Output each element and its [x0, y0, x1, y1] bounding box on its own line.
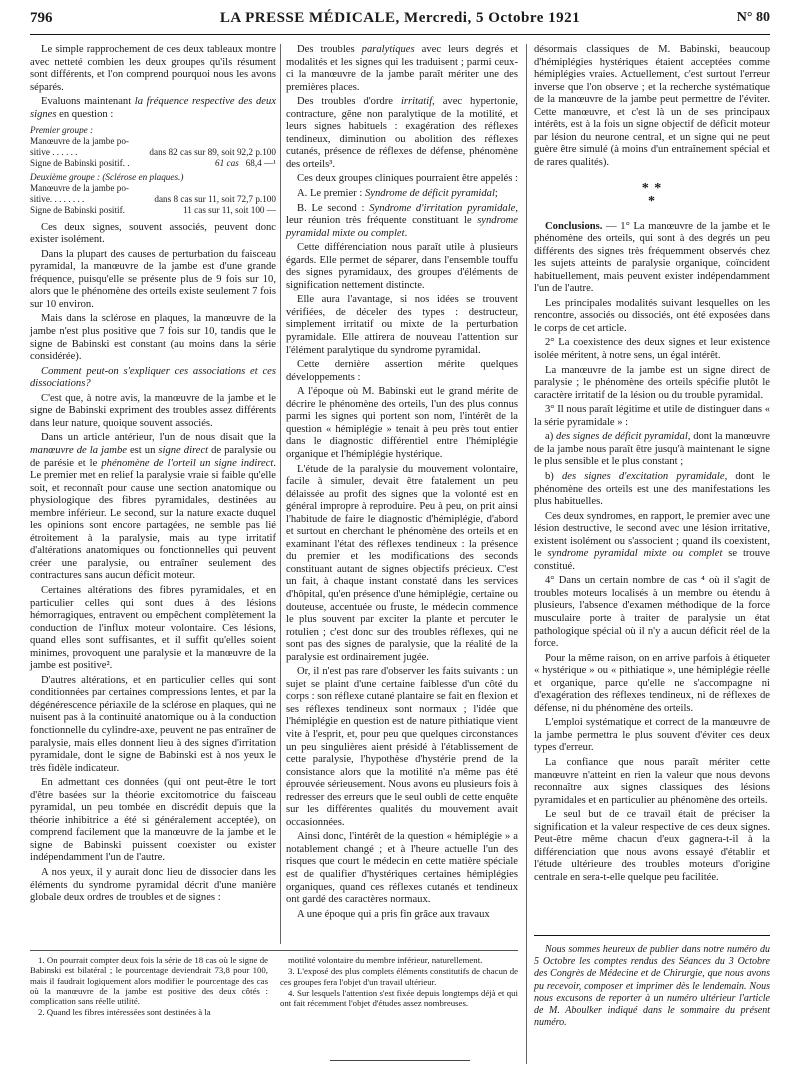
paragraph: A une époque qui a pris fin grâce aux travaux [297, 908, 490, 920]
paragraph: A. Le premier : Syndrome de déficit pyramidal; [297, 188, 498, 200]
table-row: Manœuvre de la jambe po- [30, 136, 129, 147]
frequency-table [30, 125, 276, 215]
table-row: sitive . . . . . . dans 82 cas sur 89, soit 92,2 p.100 [30, 146, 276, 157]
paragraph: B. Le second : Syndrome d'irritation pyramidale, leur réunion très fréquente constituant le syndrome pyramidal mixte ou complet. [286, 202, 518, 239]
paragraph: La manœuvre de la jambe est un signe direct de paralysie ; le phénomène des orteils spécifie plutôt le caractère irritatif de la lésion ou du trouble pyramidal. [534, 364, 770, 401]
paragraph: Ces deux syndromes, en rapport, le premier avec une lésion destructive, le second avec une lésion irritative, existent isolément ou s'associent ; quand ils coexistent, le syndrome pyramidal mixte ou complet se trouve constitué. [534, 510, 771, 572]
column-right [534, 44, 770, 886]
paragraph: a) des signes de déficit pyramidal, dont la manœuvre de la jambe nous paraît être jusqu'à maintenant le signe le plus sensible et le plus constant ; [534, 431, 770, 468]
paragraph: 2° La coexistence des deux signes et leur existence isolée méritent, à notre sens, un égal intérêt. [534, 337, 770, 362]
footnote: 3. L'exposé des plus complets éléments constitutifs de chacun de ces groupes fera l'objet d'un travail ultérieur. [280, 966, 518, 987]
paragraph: Les principales modalités suivant lesquelles on les rencontre, associés ou dissociés, ont été exposées dans le corps de cet article. [534, 297, 770, 334]
footnote: motilité volontaire du membre inférieur, naturellement. [288, 955, 483, 965]
table-group-title: Premier groupe : [30, 125, 94, 136]
footnotes [30, 950, 518, 1019]
paragraph: En admettant ces données (qui ont peut-être le tort d'être basées sur la théorie excitomotrice du faisceau pyramidal, un peu tombée en discrédit depuis que la théorie inhibitrice a été si généralement acceptée), on comprend facilement que la manœuvre de la jambe et le signe de Babinski puissent coexister ou exister indépendamment l'un de l'autre. [30, 777, 276, 864]
editorial-notice [534, 935, 770, 1031]
paragraph: Conclusions. — 1° La manœuvre de la jambe et le phénomène des orteils, qui sont à des degrés un peu différents des signes très fréquemment observés chez les sujets atteints de paralysie organique, coïncident habituellement, mais peuvent exister indépendamment l'un de l'autre. [534, 220, 770, 295]
paragraph: A nos yeux, il y aurait donc lieu de dissocier dans les éléments du syndrome pyramidal décrit d'une manière globale deux ordres de troubles et de signes : [30, 867, 276, 904]
paragraph: A l'époque où M. Babinski eut le grand mérite de décrire le phénomène des orteils, l'un des plus connus parmi les signes qui portent son nom, l'intérêt de la question « hémiplégie » tenait à peu près tout entier dans le diagnostic différentiel entre l'hémiplégie organique et l'hémiplégie hystérique. [286, 386, 518, 460]
paragraph: Le seul but de ce travail était de préciser la signification et la valeur respective de ces deux signes. Peut-être même chacun d'eux gagnera-t-il à la différenciation que nous avons essayé d'établir et l'étude ultérieure des troubles moteurs d'origine centrale en sera-t-elle quelque peu facilitée. [534, 809, 770, 883]
paragraph: Cette différenciation nous paraît utile à plusieurs égards. Elle permet de séparer, dans l'ensemble touffu des signes pyramidaux, des groupes d'éléments de signification nettement distincte. [286, 242, 518, 291]
table-row: Manœuvre de la jambe po- [30, 183, 129, 194]
paragraph: Des troubles d'ordre irritatif, avec hypertonie, contracture, gêne non paralytique de la motilité, et leurs signes habituels : exagération des réflexes tendineux, diminution ou abolition des réflexes cutanés, présence de réflexes de défense, phénomène des orteils³. [286, 96, 518, 170]
table-group-title: Deuxième groupe : (Sclérose en plaques.) [30, 172, 184, 183]
column-divider [526, 44, 527, 1064]
section-separator: * * * [641, 181, 663, 210]
page-number: 796 [30, 10, 53, 26]
footnotes-left [30, 955, 268, 1019]
footnotes-right [280, 955, 518, 1019]
table-row: sitive. . . . . . . . dans 8 cas sur 11, soit 72,7 p.100 [30, 194, 276, 205]
notice-text: Nous sommes heureux de publier dans notre numéro du 5 Octobre les comptes rendus des Séances du 3 Octobre des Congrès de Médecine et de Chirurgie, que nous avons pu recevoir, composer et imprimer dès le lendemain. Nous nous excusons de reporter à un numéro ultérieur l'article de M. Aboulker indiqué dans le sommaire du présent numéro. [534, 944, 770, 1029]
column-middle [286, 44, 518, 923]
paragraph: Dans un article antérieur, l'un de nous disait que la manœuvre de la jambe est un signe direct de paralysie ou de parésie et le phénomène de l'orteil un signe indirect. Le premier met en relief la paralysie vraie si faible qu'elle soit, et reconnaît pour cause une section anatomique ou physiologique des fibres pyramidales, destinées au membre inférieur. Le second, sur la nature exacte duquel les opinions sont encore partagées, ne semble pas lié étroitement à la paralysie, mais au type irritatif d'altérations anatomiques ou fonctionnelles qui peuvent créer une paralysie, ou entraîner seulement des contractures sans aucun déficit moteur. [30, 432, 277, 582]
footnote: 1. On pourrait compter deux fois la série de 18 cas où le signe de Babinski est bilatéral ; le pourcentage deviendrait 73,8 pour 100, mais il faudrait logiquement alors modifier le pourcentage des cas où la manœuvre de la jambe est positive des deux côtés : complication sans réelle utilité. [30, 955, 268, 1007]
paragraph: Ces deux signes, souvent associés, peuvent donc exister isolément. [30, 221, 276, 246]
paragraph: Certaines altérations des fibres pyramidales, et en particulier celles qui sont dues à des lésions hémorragiques, entravent ou empêchent complètement la conduction de l'influx moteur volontaire. Ces lésions, quand elles sont suffisantes, et il suffit qu'elles soient minimes, provoquent une paralysie et la manœuvre de la jambe est positive². [30, 584, 276, 672]
paragraph: Dans la plupart des causes de perturbation du faisceau pyramidal, la manœuvre de la jambe est d'une grande fréquence, puisqu'elle se présente plus de 9 fois sur 10, alors que le phénomène des orteils existe seulement 7 fois sur 10 environ. [30, 248, 276, 310]
table-row: Signe de Babinski positif. 11 cas sur 11, soit 100 — [30, 204, 276, 215]
column-divider [280, 44, 281, 944]
paragraph: C'est que, à notre avis, la manœuvre de la jambe et le signe de Babinski expriment des troubles assez différents dans leur nature, quoique souvent associés. [30, 392, 276, 429]
paragraph: 4° Dans un certain nombre de cas ⁴ où il s'agit de troubles moteurs localisés à un membre ou étendu à plusieurs, l'absence d'examen méthodique de la force musculaire porte à traiter de paralysie un état pathologique spécial où il n'y a aucun déficit réel de la force. [534, 575, 770, 650]
paragraph: D'autres altérations, et en particulier celles qui sont conditionnées par certaines compressions lentes, et par la dégénérescence périaxile de la sclérose en plaques, qui ne nuisent pas à la continuité anatomique ou à la conduction fonctionnelle du cylindre-axe, peuvent ne pas entraîner de paralysie, mais elles donnent lieu à des signes d'irritation pyramidale, dont le signe de Babinski est à nos yeux le très fidèle indicateur. [30, 674, 276, 774]
paragraph: b) des signes d'excitation pyramidale, dont le phénomène des orteils est une des manifestations les plus habituelles. [534, 470, 770, 508]
page-header [30, 8, 770, 35]
column-left [30, 44, 276, 907]
paragraph: Mais dans la sclérose en plaques, la manœuvre de la jambe n'est plus positive que 7 fois sur 10, tandis que le signe de Babinski est constant (au moins dans la série considérée). [30, 313, 276, 363]
issue-number: N° 80 [736, 10, 770, 25]
paragraph: Ces deux groupes cliniques pourraient être appelés : [297, 173, 518, 185]
paragraph: Elle aura l'avantage, si nos idées se trouvent vérifiées, de déceler des types : destructeur, simplement irritatif ou mixte de la perturbation pyramidale. Elle attirera de nouveau l'attention sur l'élément paralytique du syndrome pyramidal. [286, 294, 518, 356]
paragraph: Or, il n'est pas rare d'observer les faits suivants : un sujet se plaint d'une certaine faiblesse d'un côté du corps : son réflexe cutané plantaire se fait en flexion et ses réflexes tendineux sont normaux ; l'idée que l'hémiplégie en question est de nature pithiatique vient vite à l'esprit, et, pour peu que quelques circonstances un peu singulières aient présidé à l'établissement de cette paralysie, l'hypothèse d'hystérie prend de la consistance alors que la motilité n'a même pas été éprouvée sérieusement. Nous avons eu plusieurs fois à redresser des erreurs que le seul oubli de cette enquête sur les différentes qualités du mouvement avait occasionnées. [286, 666, 518, 828]
paragraph: 3° Il nous paraît légitime et utile de distinguer dans « la série pyramidale » : [534, 404, 770, 428]
paragraph: Comment peut-on s'expliquer ces associations et ces dissociations? [30, 365, 276, 390]
paragraph: L'emploi systématique et correct de la manœuvre de la jambe permettra le plus souvent d'éviter ces deux types d'erreur. [534, 717, 770, 754]
journal-title: LA PRESSE MÉDICALE, Mercredi, 5 Octobre 1921 [219, 10, 581, 26]
paragraph: Ainsi donc, l'intérêt de la question « hémiplégie » a notablement changé ; et à l'heure actuelle l'un des risques que court le médecin en cette matière spéciale est de qualifier d'hystériques certaines hémiplégies organiques, quand ces réflexes cutanés et tendineux ont gardé des caractères normaux. [286, 831, 518, 906]
paragraph: Le simple rapprochement de ces deux tableaux montre avec netteté combien les deux groupes qu'ils résument sont différents, et l'on comprend pourquoi nous les avons séparés. [30, 44, 276, 93]
bottom-divider [330, 1060, 470, 1061]
paragraph: Pour la même raison, on en arrive parfois à étiqueter « hystérique » ou « pithiatique », une hémiplégie réelle et organique, parce qu'elle ne s'accompagne ni d'exagération des réflexes tendineux, ni de réflexes de défense, ni du phénomène des orteils. [534, 652, 770, 714]
paragraph: désormais classiques de M. Babinski, beaucoup d'hémiplégies hystériques étaient acceptées comme hémiplégies vraies. Actuellement, c'est surtout l'erreur inverse que l'on observe ; et la recherche systématique de la manœuvre de la jambe peut permettre de l'éviter. Cette manœuvre, et c'est là un de ses principaux intérêts, est à la fois un signe objectif de déficit moteur par lésion du neurone central, et un signe qui ne peut guère être simulé (à moins d'un entraînement spécial et de rares qualités). [534, 44, 770, 168]
paragraph: Des troubles paralytiques avec leurs degrés et modalités et les signes qui les traduisent ; parmi ceux-ci la manœuvre de la jambe paraît mériter une des premières places. [286, 44, 518, 93]
paragraph: Evaluons maintenant la fréquence respective des deux signes en question : [30, 96, 277, 120]
table-row: Signe de Babinski positif. . 61 cas 68,4 —¹ [30, 157, 276, 168]
footnote: 2. Quand les fibres intéressées sont destinées à la [38, 1007, 211, 1018]
footnote: 4. Sur lesquels l'attention s'est fixée depuis longtemps déjà et qui ont fait récemment l'objet d'études assez nombreuses. [280, 987, 518, 1009]
paragraph: L'étude de la paralysie du mouvement volontaire, facile à simuler, devait être fatalement un peu délaissée au profit des signes que la volonté est en général impropre à reproduire. Peu à peu, on prit ainsi l'habitude de faire le diagnostic d'hémiplégie, d'abord et surtout en cherchant le phénomène des orteils et en examinant l'état des réflexes tendineux : la présence du premier et les modifications des seconds constituant autant de signes objectifs précieux. C'est un fait, à chaque instant constaté dans les services d'hôpital, qu'en présence d'une hémiplégie, certaine ou douteuse, accentuée ou fruste, le médecin commence le plus souvent par exciter la plante et percuter le rotulien ; c'est donc sur des troubles réflexes, qui ne sont pas des signes de paralysie, que la réalité de la paralysie est ordinairement jugée. [286, 463, 518, 663]
paragraph: Cette dernière assertion mérite quelques développements : [286, 359, 518, 383]
paragraph: La confiance que nous paraît mériter cette manœuvre n'atteint en rien la valeur que nous devons reconnaître aux signes classiques des lésions pyramidales et en particulier au phénomène des orteils. [534, 756, 770, 806]
